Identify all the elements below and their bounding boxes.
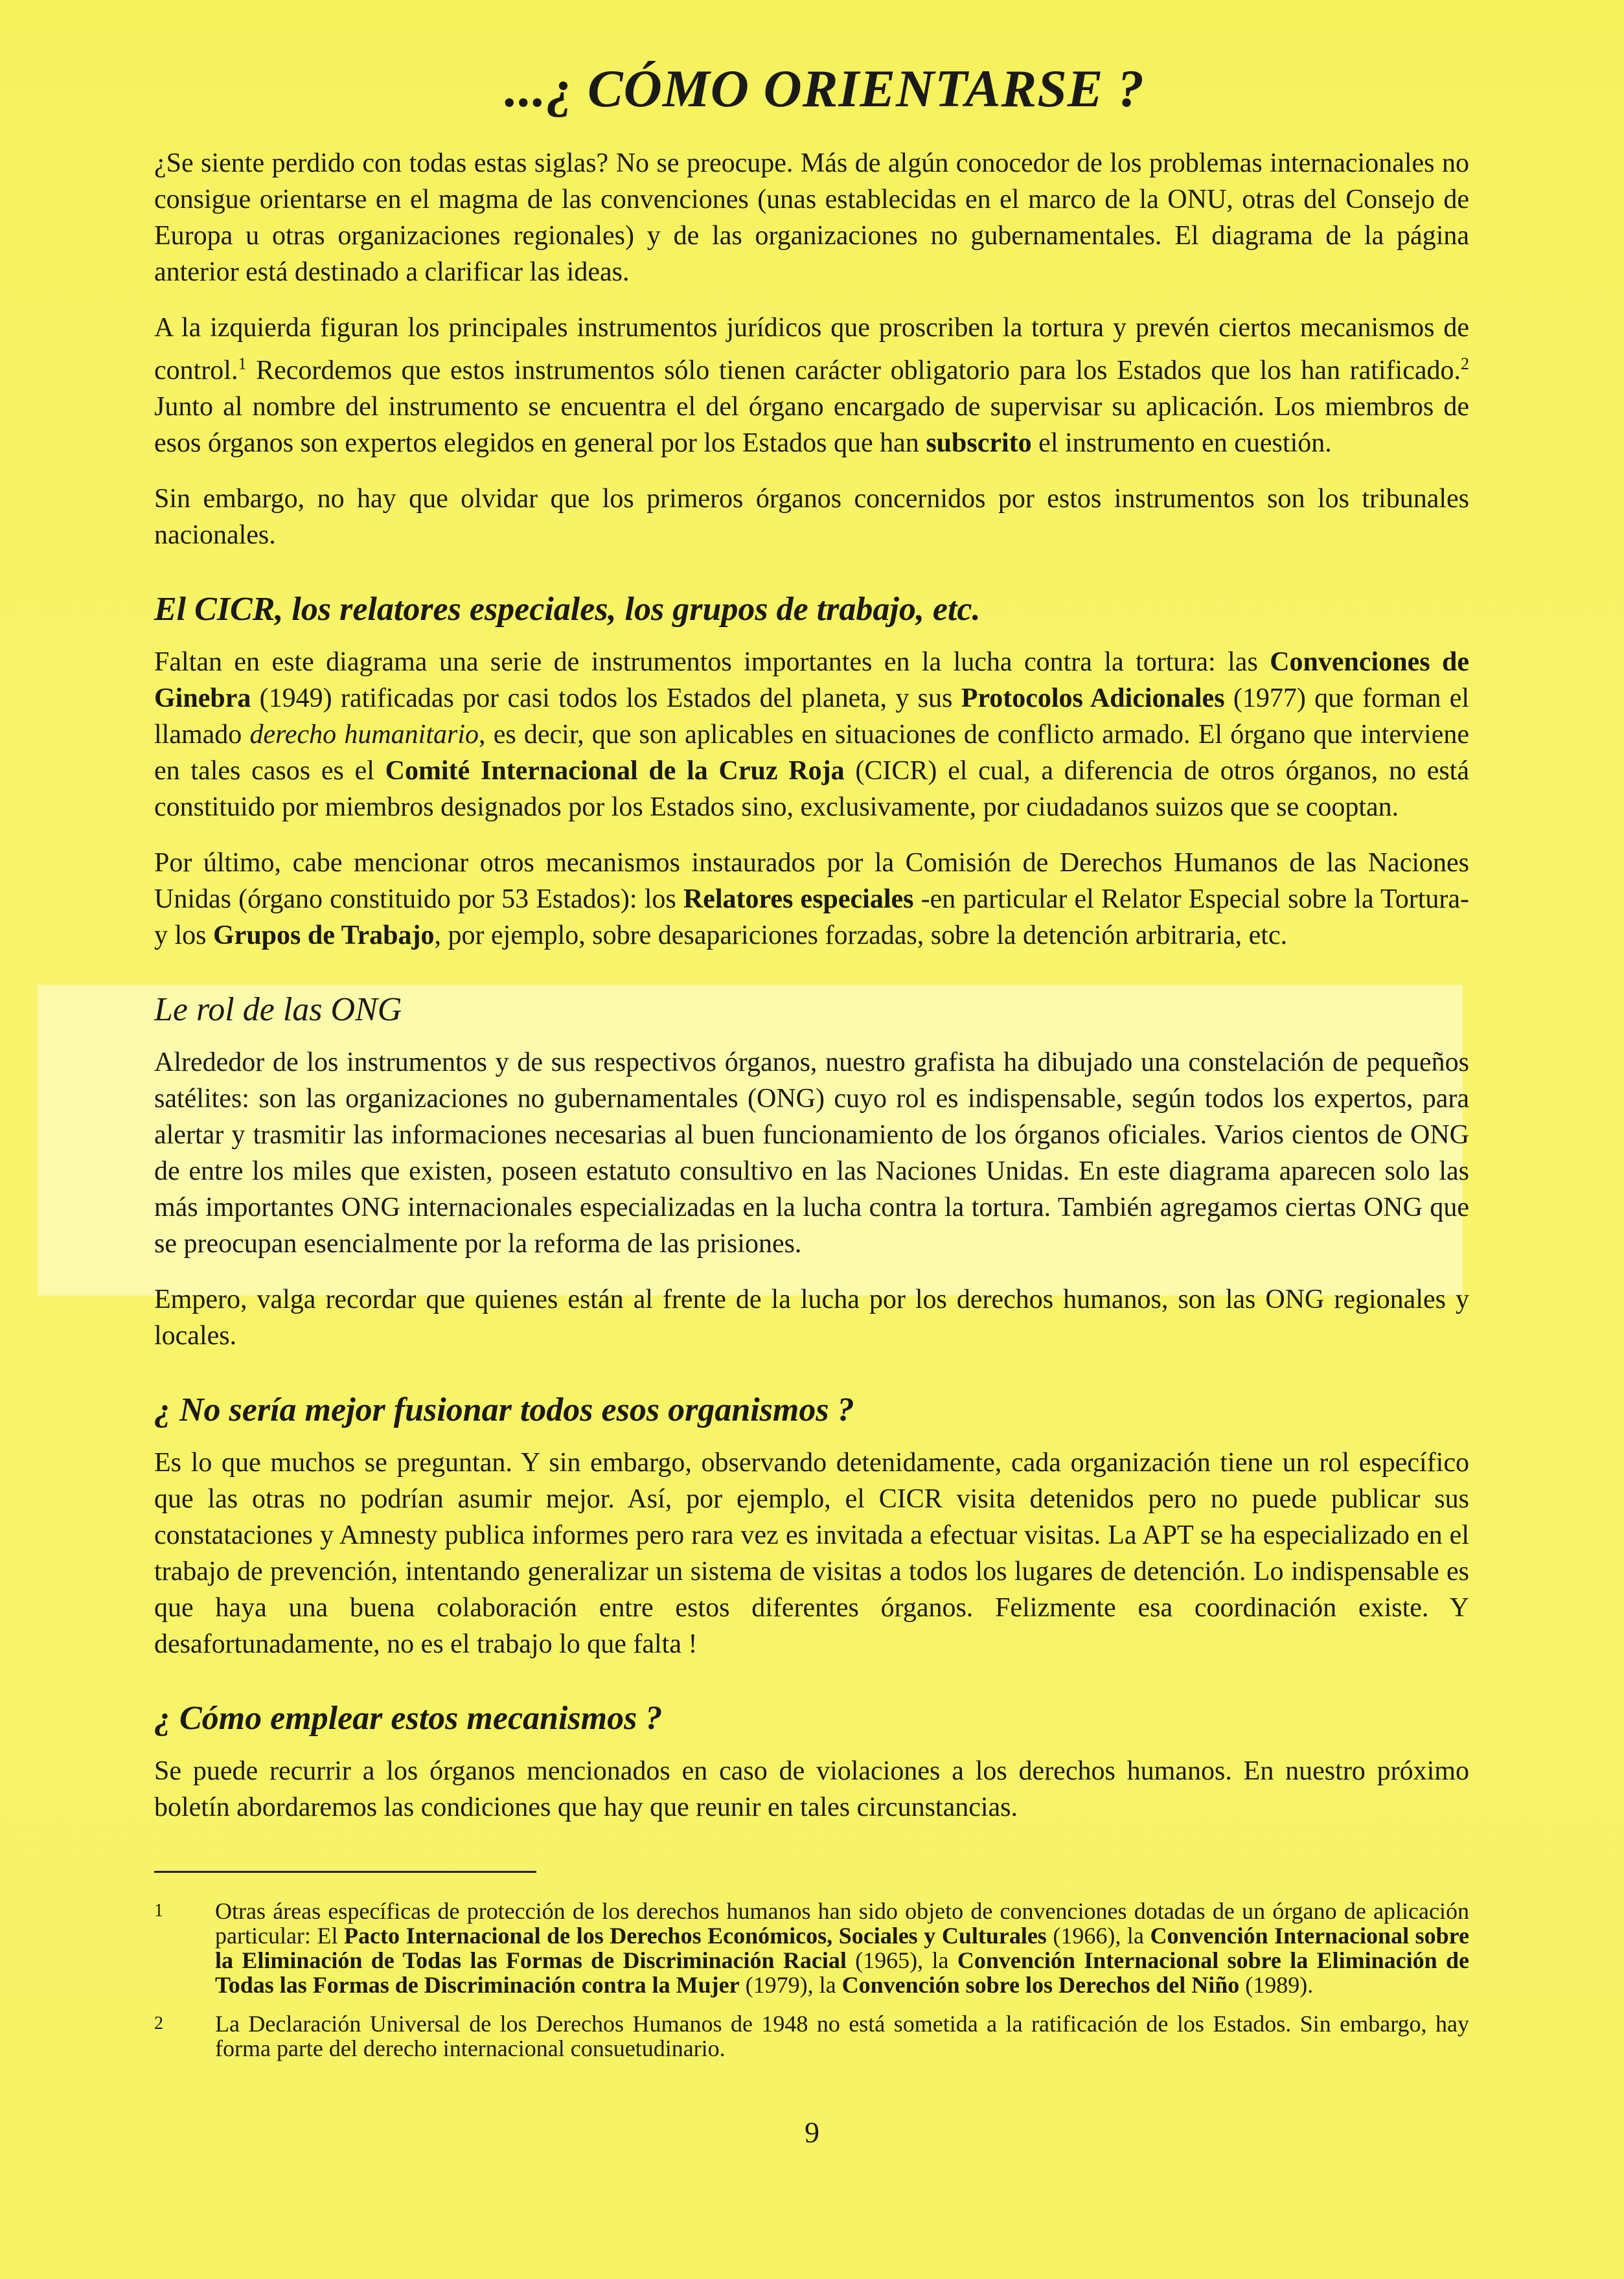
section-heading-fusion: ¿ No sería mejor fusionar todos esos organismos ? [154,1391,854,1428]
text-segment: , por ejemplo, sobre desapariciones forzadas, sobre la detención arbitraria, etc. [434,921,1288,950]
text-segment: , es decir, que son aplicables en situaciones de conflicto armado. El órgano que interviene en tales casos es el [154,720,1469,786]
article [154,58,1469,2075]
text-segment: -en particular el Relator Especial sobre la Tortura- y los [154,884,1469,950]
footnote-1 [154,1899,1469,1997]
intro-paragraph-1: ¿Se siente perdido con todas estas siglas? No se preocupe. Más de algún conocedor de los problemas internacionales no consigue orientarse en el magma de las convenciones (unas establecidas en el marco de la ONU, otras del Consejo de Europa u otras organizaciones regionales) y de las organizaciones no gubernamentales. El diagrama de la página anterior está destinado a clarificar las ideas. [154,148,1469,287]
footnote-number: 2 [154,2013,163,2033]
text-segment: Por último, cabe mencionar otros mecanismos instaurados por la Comisión de Derechos Humanos de las Naciones Unidas (órgano constituido por 53 Estados): los [154,848,1469,914]
text-segment: (1989). [1239,1972,1314,1998]
text-segment: (1977) que forman el llamado [154,683,1470,750]
bold-term: Convenciones de Ginebra [154,647,1469,713]
bold-term: Grupos de Trabajo [213,921,435,950]
text-segment: (CICR) el cual, a diferencia de otros órganos, no está constituido por miembros designados por los Estados sino, exclusivamente, por ciudadanos suizos que se cooptan. [154,756,1469,822]
section-heading-mecanismos: ¿ Cómo emplear estos mecanismos ? [154,1700,663,1737]
text-segment: Recordemos que estos instrumentos sólo tienen carácter obligatorio para los Estados que los han ratificado. [246,356,1461,385]
cicr-paragraph-2 [154,845,1469,954]
text-segment: A la izquierda figuran los principales instrumentos jurídicos que proscriben la tortura y prevén ciertos mecanismos de control. [154,313,1469,385]
italic-term: derecho humanitario [249,720,479,750]
section-heading-cicr: El CICR, los relatores especiales, los grupos de trabajo, etc. [154,591,981,628]
footnote-divider [154,1871,536,1873]
bold-term: subscrito [926,428,1032,458]
footnote-text: La Declaración Universal de los Derechos Humanos de 1948 no está sometida a la ratificación de los Estados. Sin embargo, hay forma parte del derecho internacional consuetudinario. [215,2011,1469,2061]
text-segment: (1965), la [846,1947,957,1973]
text-segment: (1979), la [739,1972,842,1998]
text-segment: el instrumento en cuestión. [1031,428,1332,458]
footnote-number: 1 [154,1901,163,1921]
text-segment: Faltan en este diagrama una serie de instrumentos importantes en la lucha contra la tortura: las [154,647,1270,677]
intro-paragraph-3: Sin embargo, no hay que olvidar que los primeros órganos concernidos por estos instrumentos son los tribunales nacionales. [154,484,1469,550]
ong-paragraph-1: Alrededor de los instrumentos y de sus respectivos órganos, nuestro grafista ha dibujado una constelación de pequeños satélites: son las organizaciones no gubernamentales (ONG) cuyo rol es indispensable, según todos los expertos, para alertar y trasmitir las informaciones necesarias al buen funcionamiento de los órganos oficiales. Varios cientos de ONG de entre los miles que existen, poseen estatuto consultivo en las Naciones Unidas. En este diagrama aparecen solo las más importantes ONG internacionales especializadas en la lucha contra la tortura. También agregamos ciertas ONG que se preocupan esencialmente por la reforma de las prisiones. [154,1048,1469,1259]
page-number: 9 [805,2116,819,2149]
intro-paragraph-2 [154,310,1469,461]
fusion-paragraph: Es lo que muchos se preguntan. Y sin embargo, observando detenidamente, cada organización tiene un rol específico que las otras no podrían asumir mejor. Así, por ejemplo, el CICR visita detenidos pero no puede publicar sus constataciones y Amnesty publica informes pero rara vez es invitada a efectuar visitas. La APT se ha especializado en el trabajo de prevención, intentando generalizar un sistema de visitas a todos los lugares de detención. Lo indispensable es que haya una buena colaboración entre estos diferentes órganos. Felizmente esa coordinación existe. Y desafortunadamente, no es el trabajo lo que falta ! [154,1448,1469,1659]
bold-term: Convención Internacional sobre la Eliminación de Todas las Formas de Discriminación contra la Mujer [215,1947,1469,1998]
bold-term: Protocolos Adicionales [961,683,1225,713]
footnote-ref-1: 1 [238,354,247,373]
bold-term: Relatores especiales [683,884,914,914]
bold-term: Convención sobre los Derechos del Niño [841,1972,1240,1998]
text-segment: Junto al nombre del instrumento se encuentra el del órgano encargado de supervisar su aplicación. Los miembros de esos órganos son expertos elegidos en general por los Estados que han [154,392,1469,458]
page-title: ...¿ CÓMO ORIENTARSE ? [504,59,1145,118]
footnote-ref-2: 2 [1461,354,1469,373]
bold-term: Pacto Internacional de los Derechos Económicos, Sociales y Culturales [344,1923,1047,1949]
text-segment: (1966), la [1046,1923,1150,1949]
footnote-text [215,1899,1469,1997]
cicr-paragraph-1 [154,644,1469,825]
footnote-2 [154,2011,1469,2061]
text-segment: Otras áreas específicas de protección de los derechos humanos han sido objeto de convenciones dotadas de un órgano de aplicación particular: El [215,1898,1469,1949]
section-heading-ong: Le rol de las ONG [154,991,402,1028]
mecanismos-paragraph: Se puede recurrir a los órganos mencionados en caso de violaciones a los derechos humanos. En nuestro próximo boletín abordaremos las condiciones que hay que reunir en tales circunstancias. [154,1756,1469,1822]
ong-paragraph-2: Empero, valga recordar que quienes están al frente de la lucha por los derechos humanos, son las ONG regionales y locales. [154,1285,1469,1351]
bold-term: Comité Internacional de la Cruz Roja [385,756,845,786]
text-segment: (1949) ratificadas por casi todos los Estados del planeta, y sus [251,683,961,713]
bold-term: Convención Internacional sobre la Eliminación de Todas las Formas de Discriminación Racial [215,1923,1469,1973]
